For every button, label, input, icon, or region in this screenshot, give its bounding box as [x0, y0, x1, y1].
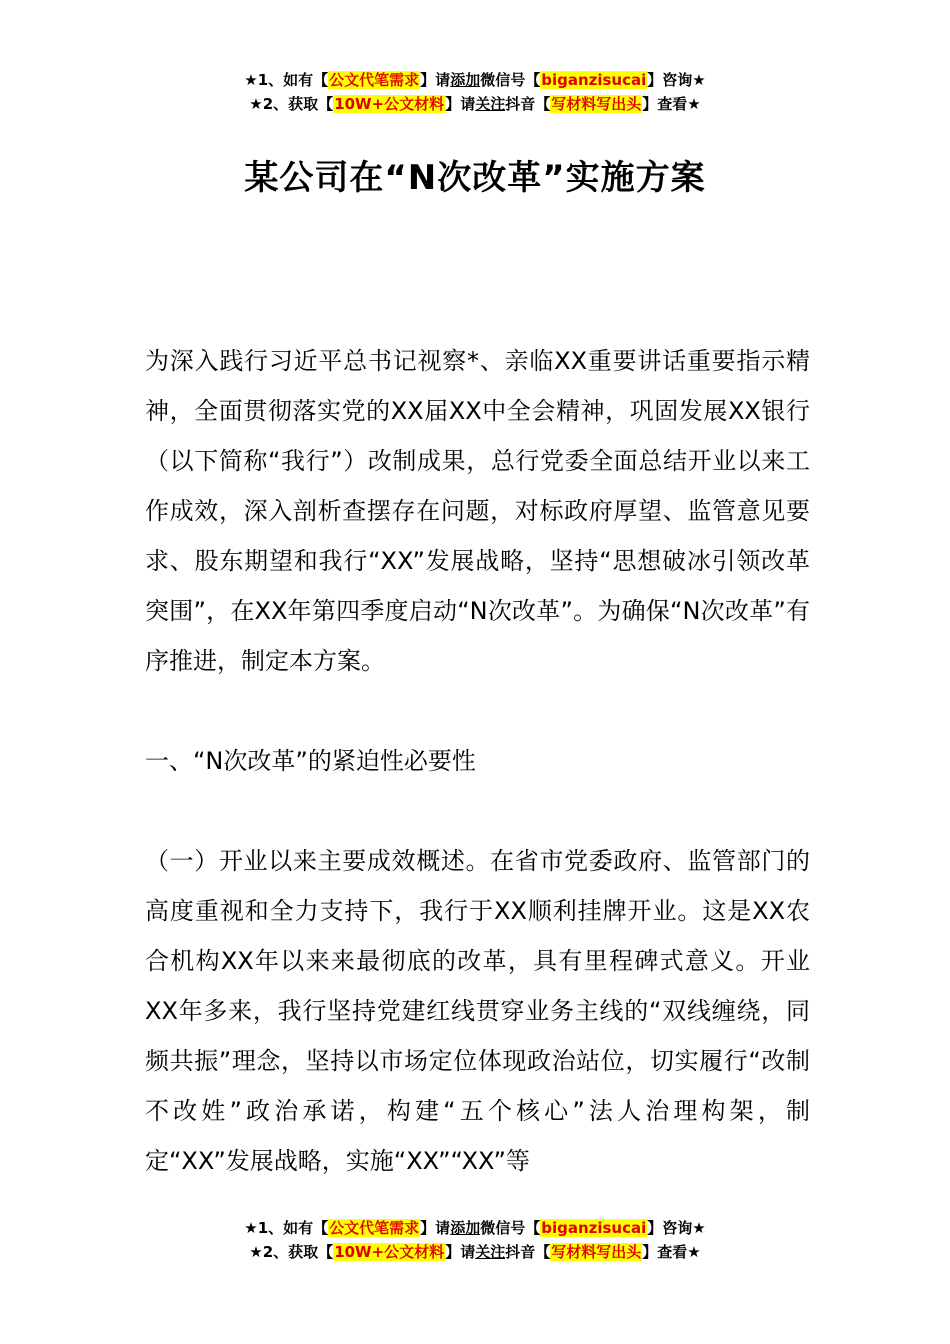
banner-underline: 关注: [475, 1243, 506, 1261]
banner-highlight: 写材料写出头: [551, 1243, 642, 1261]
banner-text: 抖音【: [505, 1243, 551, 1261]
banner-text: 】咨询★: [647, 1219, 706, 1237]
banner-line-1: [0, 1216, 950, 1240]
banner-text: 】咨询★: [647, 71, 706, 89]
banner-text: 】请: [445, 1243, 476, 1261]
banner-text: 】查看★: [642, 95, 701, 113]
banner-highlight: 公文代笔需求: [329, 1219, 420, 1237]
banner-highlight: 公文代笔需求: [329, 71, 420, 89]
intro-paragraph: 为深入践行习近平总书记视察*、亲临XX重要讲话重要指示精神，全面贯彻落实党的XX届XX中全会精神，巩固发展XX银行（以下简称“我行”）改制成果，总行党委全面总结开业以来工作成效，深入剖析查摆存在问题，对标政府厚望、监管意见要求、股东期望和我行“XX”发展战略，坚持“思想破冰引领改革突围”，在XX年第四季度启动“N次改革”。为确保“N次改革”有序推进，制定本方案。: [145, 347, 810, 675]
banner-line-2: [0, 92, 950, 116]
banner-text: ★1、如有【: [244, 71, 329, 89]
banner-underline: 添加: [450, 1219, 481, 1237]
banner-text: ★2、获取【: [249, 95, 334, 113]
banner-text: 】查看★: [642, 1243, 701, 1261]
banner-text: 】请: [420, 1219, 451, 1237]
header-banner: [0, 68, 950, 116]
banner-text: 抖音【: [505, 95, 551, 113]
document-body: [145, 336, 810, 1186]
banner-highlight: 10W+公文材料: [334, 1243, 445, 1261]
section-heading: 一、“N次改革”的紧迫性必要性: [145, 747, 476, 775]
banner-underline: 添加: [450, 71, 481, 89]
banner-underline: 关注: [475, 95, 506, 113]
banner-text: 微信号【: [480, 71, 541, 89]
banner-text: ★2、获取【: [249, 1243, 334, 1261]
body-paragraph: （一）开业以来主要成效概述。在省市党委政府、监管部门的高度重视和全力支持下，我行于XX顺利挂牌开业。这是XX农合机构XX年以来来最彻底的改革，具有里程碑式意义。开业XX年多来，我行坚持党建红线贯穿业务主线的“双线缠绕，同频共振”理念，坚持以市场定位体现政治站位，切实履行“改制不改姓”政治承诺，构建“五个核心”法人治理构架，制定“XX”发展战略，实施“XX”“XX”等: [145, 847, 810, 1175]
banner-text: 】请: [445, 95, 476, 113]
banner-line-2: [0, 1240, 950, 1264]
banner-highlight: 10W+公文材料: [334, 95, 445, 113]
document-title: 某公司在“N次改革”实施方案: [244, 158, 706, 198]
banner-text: 微信号【: [480, 1219, 541, 1237]
banner-highlight: biganzisucai: [541, 71, 647, 89]
footer-banner: [0, 1216, 950, 1264]
banner-text: 】请: [420, 71, 451, 89]
banner-text: ★1、如有【: [244, 1219, 329, 1237]
banner-highlight: biganzisucai: [541, 1219, 647, 1237]
banner-highlight: 写材料写出头: [551, 95, 642, 113]
banner-line-1: [0, 68, 950, 92]
